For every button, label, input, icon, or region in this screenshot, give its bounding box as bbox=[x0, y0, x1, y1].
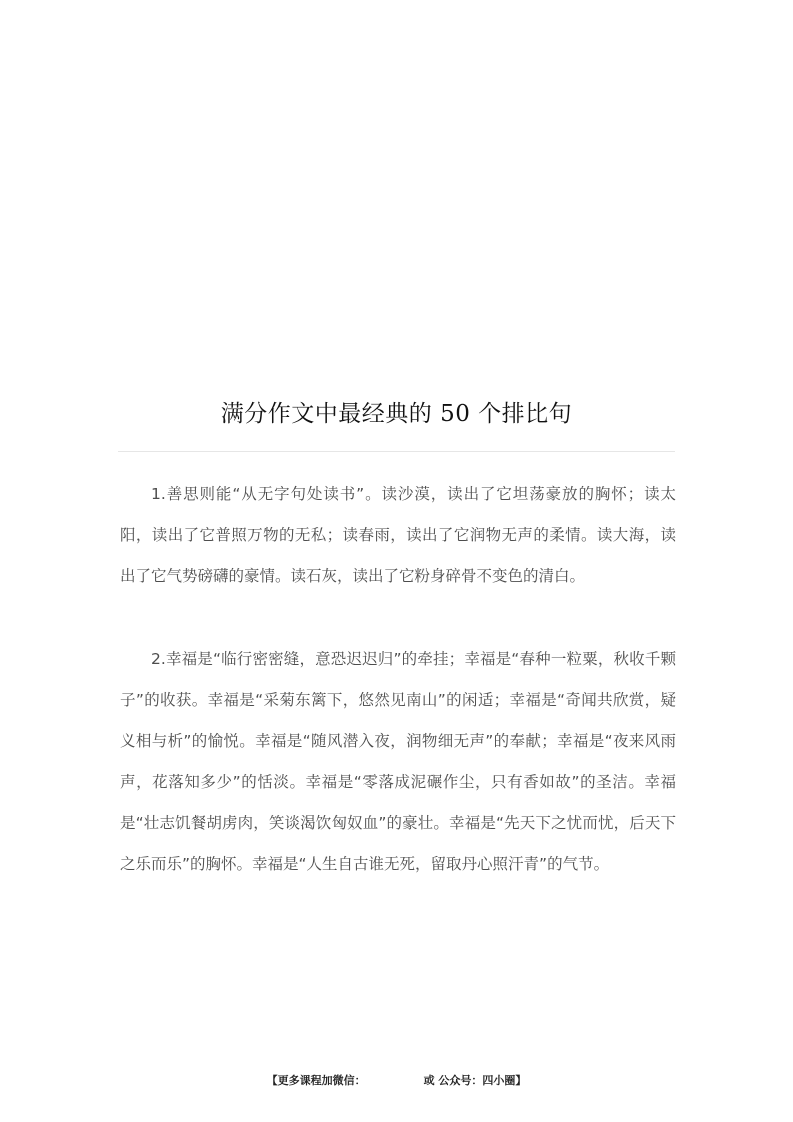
paragraph-2: 2.幸福是“临行密密缝，意恐迟迟归”的牵挂；幸福是“春种一粒粟，秋收千颗子”的收获。幸福是“采菊东篱下，悠然见南山”的闲适；幸福是“奇闻共欣赏，疑义相与析”的愉悦。幸福是“随风潜入夜，润物细无声”的奉献；幸福是“夜来风雨声，花落知多少”的恬淡。幸福是“零落成泥碾作尘，只有香如故”的圣洁。幸福是“壮志饥餐胡虏肉，笑谈渴饮匈奴血”的豪壮。幸福是“先天下之忧而忧，后天下之乐而乐”的胸怀。幸福是“人生自古谁无死，留取丹心照汗青”的气节。 bbox=[120, 650, 676, 873]
footer-wechat-text: 【更多课程加微信： bbox=[266, 1074, 366, 1087]
footer-account-text: 或 公众号：四小圈】 bbox=[423, 1074, 527, 1087]
paragraph-1: 1.善思则能“从无字句处读书”。读沙漠，读出了它坦荡豪放的胸怀；读太阳，读出了它普照万物的无私；读春雨，读出了它润物无声的柔情。读大海，读出了它气势磅礴的豪情。读石灰，读出了它粉身碎骨不变色的清白。 bbox=[120, 485, 676, 585]
paragraph-gap bbox=[120, 597, 676, 639]
page-footer bbox=[0, 1072, 793, 1088]
document-body bbox=[120, 474, 676, 885]
title-divider bbox=[118, 451, 675, 452]
page-title: 满分作文中最经典的 50 个排比句 bbox=[220, 401, 573, 427]
